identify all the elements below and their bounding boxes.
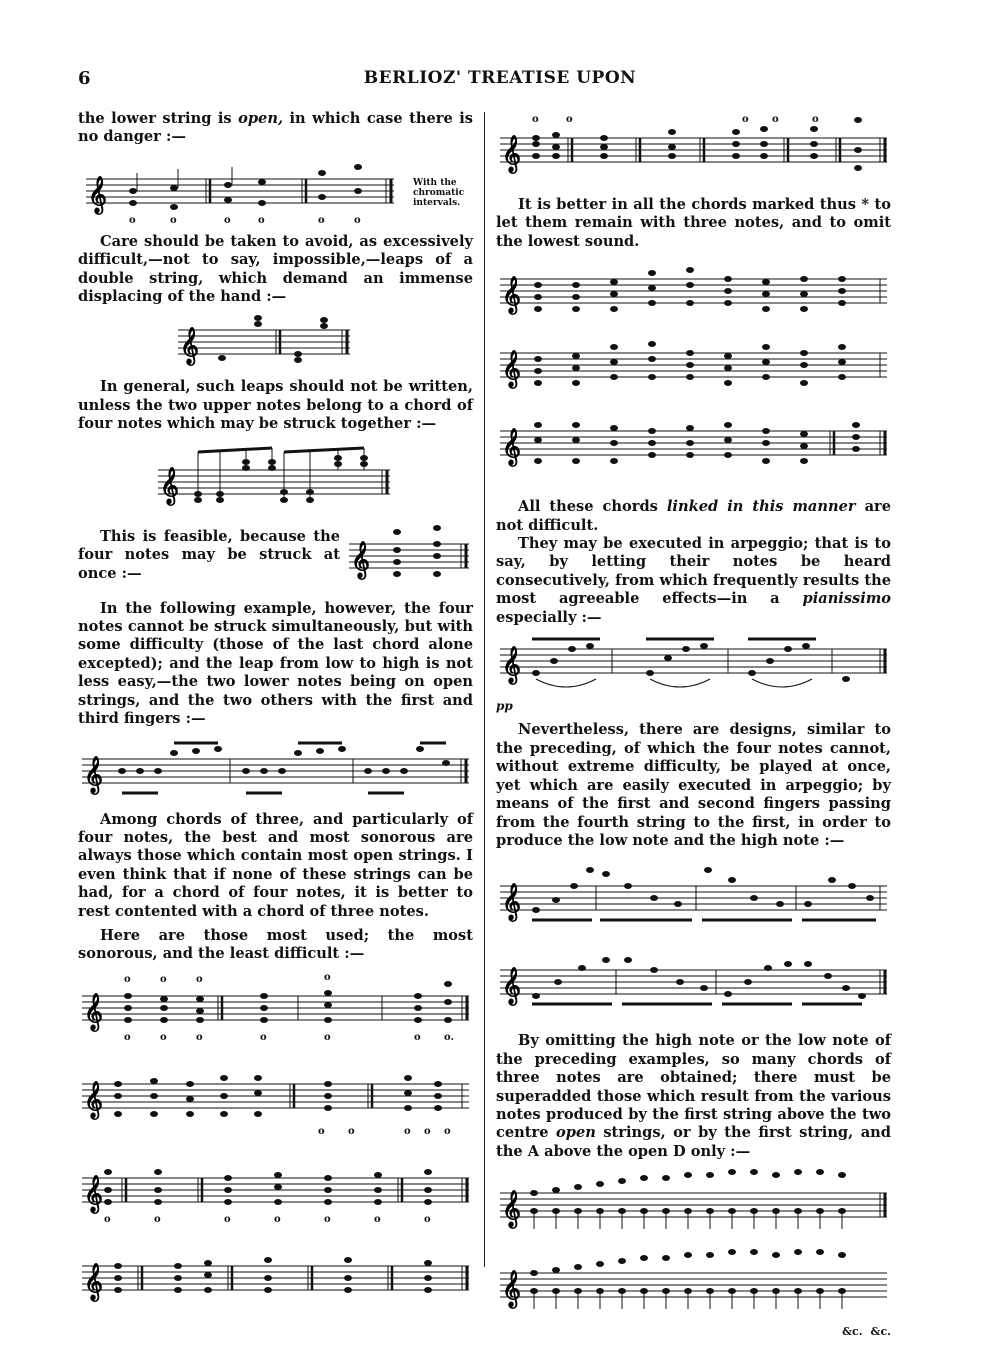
svg-text:𝄞: 𝄞 (502, 645, 521, 684)
column-divider (484, 112, 485, 1267)
page-number: 6 (78, 68, 91, 89)
music-staff (78, 159, 398, 227)
left-column (78, 110, 473, 1319)
svg-text:𝄞: 𝄞 (180, 326, 199, 365)
music-example-row (78, 153, 473, 233)
svg-text:o: o (772, 114, 779, 125)
svg-text:o: o (170, 214, 177, 226)
paragraph: In general, such leaps should not be written, unless the two upper notes belong to a chord of four notes which may be struck together :— (78, 378, 473, 433)
svg-text:𝄞: 𝄞 (502, 134, 521, 172)
svg-text:𝄞: 𝄞 (160, 465, 179, 504)
svg-text:o: o (129, 214, 136, 226)
svg-text:o: o (154, 1213, 161, 1225)
chromatic-caption: With the chromatic intervals. (413, 177, 465, 208)
svg-text:𝄞: 𝄞 (502, 1269, 521, 1308)
svg-text:o: o (260, 1031, 267, 1043)
svg-text:𝄞: 𝄞 (502, 349, 521, 388)
music-staff (174, 312, 473, 372)
svg-text:o: o (414, 1031, 421, 1043)
svg-text:𝄞: 𝄞 (84, 754, 103, 793)
paragraph: Care should be taken to avoid, as excessively difficult,—not to say, impossible,—leaps of a double string, which demand an immense displacing of the hand :— (78, 232, 473, 306)
svg-text:o: o (124, 973, 131, 985)
music-staff (496, 1167, 891, 1341)
paragraph: Among chords of three, and particularly of four notes, the best and most sonorous are always those which contain most open strings. I even think that if none of these strings can be had, for a chord of four notes, it is better to rest contented with a chord of three notes. (78, 810, 473, 920)
svg-text:𝄞: 𝄞 (502, 882, 521, 921)
svg-text:o: o (424, 1213, 431, 1225)
music-staff (78, 735, 473, 805)
dynamic-marking: pp (496, 699, 513, 714)
music-staff (496, 257, 891, 492)
svg-text:o: o (324, 1031, 331, 1043)
svg-text:𝄞: 𝄞 (502, 1189, 521, 1228)
svg-text:o: o (224, 1213, 231, 1225)
running-title: BERLIOZ' TREATISE UPON (363, 68, 637, 88)
svg-text:o: o (374, 1213, 381, 1225)
svg-text:o: o (318, 214, 325, 226)
svg-text:𝄞: 𝄞 (502, 427, 521, 466)
paragraph: They may be executed in arpeggio; that is to say, by letting their notes be heard consecutively, from which frequently results the most agreeable effects—in a pianissimo especially :— (496, 535, 891, 626)
svg-text:o: o (196, 1031, 203, 1043)
svg-text:o: o (104, 1213, 111, 1225)
feasible-row (78, 518, 473, 594)
svg-text:o: o (424, 1125, 431, 1137)
svg-text:o: o (566, 114, 573, 125)
paragraph: Nevertheless, there are designs, similar to the preceding, of which the four notes cannot, without extreme difficulty, be played at once, yet which are easily executed in arpeggio; by means of the first and second fingers passing from the fourth string to the first, in order to produce the low note and the high note :— (496, 721, 891, 849)
music-staff (496, 633, 891, 715)
svg-text:o: o (324, 971, 331, 983)
paragraph: It is better in all the chords marked thus * to let them remain with three notes, and to omit the lowest sound. (496, 196, 891, 250)
svg-text:o: o (224, 214, 231, 226)
etc-mark: &c. (842, 1325, 863, 1339)
music-staff (154, 440, 473, 512)
svg-text:o: o (124, 1031, 131, 1043)
svg-text:o: o (742, 114, 749, 125)
paragraph: In the following example, however, the four notes cannot be struck simultaneously, but with some difficulty (those of the last chord alone excepted); and the leap from low to high is not less easy,—the two lower notes being on open strings, and the two others with the first and third fingers :— (78, 599, 473, 728)
svg-text:o: o (404, 1125, 411, 1137)
svg-text:o: o (324, 1213, 331, 1225)
svg-text:o: o (354, 214, 361, 226)
svg-text:𝄞: 𝄞 (84, 1079, 103, 1118)
svg-text:𝄞: 𝄞 (502, 275, 521, 314)
svg-text:𝄞: 𝄞 (84, 1261, 103, 1300)
svg-text:o: o (274, 1213, 281, 1225)
music-staff (496, 856, 891, 1026)
paragraph: All these chords linked in this manner are not difficult. (496, 498, 891, 534)
paragraph: By omitting the high note or the low note of the preceding examples, so many chords of three notes are obtained; there must be superadded those which result from the various notes produced by the first string above the two centre open strings, or by the first string, and the A above the open D only :— (496, 1032, 891, 1160)
svg-text:o: o (812, 114, 819, 125)
svg-text:o: o (444, 1125, 451, 1137)
svg-text:𝄞: 𝄞 (84, 991, 103, 1030)
paragraph: Here are those most used; the most sonorous, and the least difficult :— (78, 926, 473, 963)
etc-mark: &c. (870, 1325, 891, 1339)
svg-text:o: o (532, 114, 539, 125)
svg-text:𝄞: 𝄞 (88, 174, 107, 213)
music-staff (345, 524, 473, 588)
svg-text:𝄞: 𝄞 (84, 1173, 103, 1212)
svg-text:o: o (160, 1031, 167, 1043)
music-staff (78, 968, 473, 1313)
svg-text:o: o (348, 1125, 355, 1137)
svg-text:𝄞: 𝄞 (351, 539, 370, 578)
svg-text:o: o (318, 1125, 325, 1137)
svg-text:o: o (196, 973, 203, 985)
svg-text:𝄞: 𝄞 (502, 966, 521, 1005)
page-header (0, 68, 1000, 92)
svg-text:o.: o. (444, 1031, 454, 1043)
svg-text:o: o (258, 214, 265, 226)
paragraph: the lower string is open, in which case there is no danger :— (78, 110, 473, 146)
etc-marks (496, 1323, 891, 1341)
music-staff (496, 110, 891, 190)
paragraph: This is feasible, because the four notes may be struck at once :— (78, 528, 340, 582)
svg-text:o: o (160, 973, 167, 985)
right-column (496, 110, 891, 1348)
